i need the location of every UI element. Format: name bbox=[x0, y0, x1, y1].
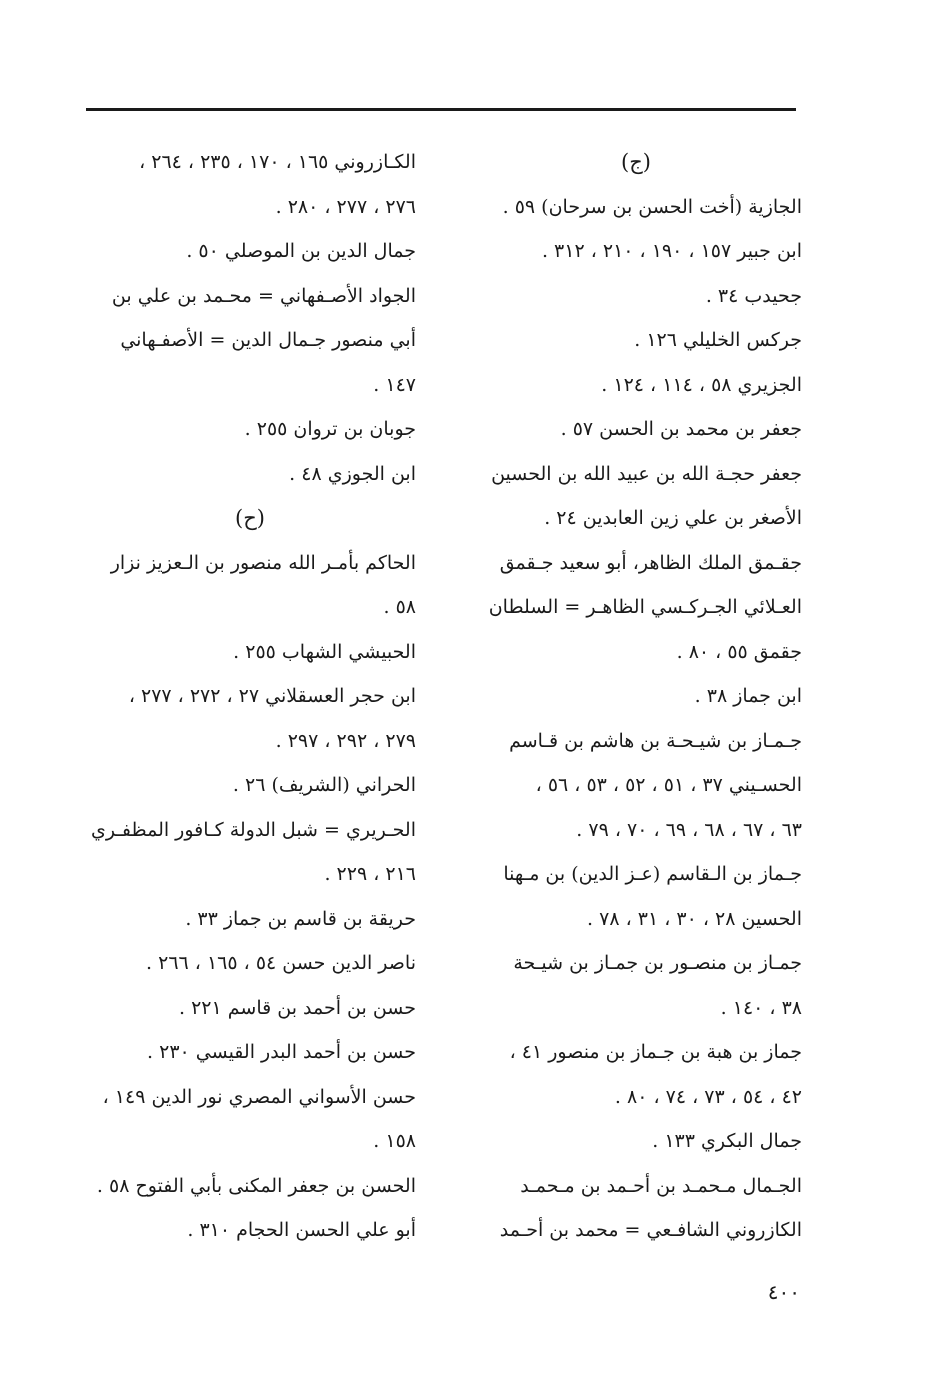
index-entry-line: ٢٧٩ ، ٢٩٢ ، ٢٩٧ . bbox=[275, 729, 416, 752]
index-entry-line: الكـازروني ١٦٥ ، ١٧٠ ، ٢٣٥ ، ٢٦٤ ، bbox=[139, 151, 416, 173]
index-entry-line: ابن الجوزي ٤٨ . bbox=[289, 462, 416, 485]
index-entry-line: حسن بن أحمد بن قاسم ٢٢١ . bbox=[179, 996, 416, 1019]
index-entry-line: جمـاز بن منصـور بن جمـاز بن شيـحة bbox=[513, 952, 802, 974]
index-entry-line: الكازروني الشافـعي = محمد بن أحـمد bbox=[499, 1219, 802, 1241]
index-entry-line: ٥٨ . bbox=[383, 596, 416, 618]
index-entry-line: الجـمال مـحمـد بن أحـمد بن مـحمـد bbox=[520, 1174, 802, 1197]
section-letter-heading: (ح) bbox=[235, 506, 265, 530]
index-entry-line: الجزيري ٥٨ ، ١١٤ ، ١٢٤ . bbox=[601, 373, 802, 396]
index-entry-line: ٢١٦ ، ٢٢٩ . bbox=[324, 863, 416, 885]
index-entry-line: جـمـاز بن شيـحـة بن هاشم بن قـاسم bbox=[509, 729, 802, 752]
index-entry-line: ابن حجر العسقلاني ٢٧ ، ٢٧٢ ، ٢٧٧ ، bbox=[128, 685, 416, 707]
index-entry-line: جقـمق الملك الظاهر، أبو سعيد جـقمق bbox=[499, 551, 802, 574]
index-entry-line: ٦٣ ، ٦٧ ، ٦٨ ، ٦٩ ، ٧٠ ، ٧٩ . bbox=[576, 818, 802, 841]
index-entry-line: أبو علي الحسن الحجام ٣١٠ . bbox=[187, 1219, 416, 1241]
index-entry-line: جماز بن هبة بن جـماز بن منصور ٤١ ، bbox=[509, 1041, 802, 1063]
index-entry-line: الحـريري = شبل الدولة كـافور المظفـري bbox=[90, 818, 416, 841]
index-entry-line: ٣٨ ، ١٤٠ . bbox=[720, 996, 802, 1019]
index-entry-line: حريقة بن قاسم بن جماز ٣٣ . bbox=[185, 907, 416, 930]
index-entry-line: الحسن بن جعفر المكنى بأبي الفتوح ٥٨ . bbox=[96, 1174, 416, 1197]
index-entry-line: جحيدب ٣٤ . bbox=[705, 284, 802, 307]
index-entry-line: ابن جماز ٣٨ . bbox=[694, 685, 802, 707]
top-rule bbox=[86, 108, 796, 111]
page-number: ٤٠٠ bbox=[767, 1280, 800, 1304]
index-entry-line: ١٤٧ . bbox=[373, 373, 416, 396]
index-entry-line: العـلائي الجـركـسي الظاهـر = السلطان bbox=[488, 596, 802, 618]
index-entry-line: أبي منصور جـمال الدين = الأصفـهاني bbox=[120, 329, 416, 351]
index-entry-line: جوبان بن تروان ٢٥٥ . bbox=[244, 418, 416, 440]
index-entry-line: جركس الخليلي ١٢٦ . bbox=[634, 329, 802, 351]
section-letter-heading: (ج) bbox=[621, 150, 651, 174]
index-entry-line: جعفر بن محمد بن الحسن ٥٧ . bbox=[560, 418, 802, 440]
index-entry-line: جعفر حجـة الله بن عبيد الله بن الحسين bbox=[491, 462, 802, 485]
index-entry-line: ناصر الدين حسن ٥٤ ، ١٦٥ ، ٢٦٦ . bbox=[146, 952, 416, 974]
index-entry-line: حسن الأسواني المصري نور الدين ١٤٩ ، bbox=[102, 1085, 416, 1108]
index-entry-line: ابن جبير ١٥٧ ، ١٩٠ ، ٢١٠ ، ٣١٢ . bbox=[541, 240, 802, 262]
index-entry-line: الحاكم بأمـر الله منصور بن الـعزيز نزار bbox=[110, 551, 416, 574]
index-entry-line: ٢٧٦ ، ٢٧٧ ، ٢٨٠ . bbox=[275, 195, 416, 218]
index-column-left bbox=[84, 140, 416, 1253]
index-entry-line: الحسـيني ٣٧ ، ٥١ ، ٥٢ ، ٥٣ ، ٥٦ ، bbox=[535, 774, 802, 796]
index-column-right bbox=[470, 140, 802, 1253]
index-entry-line: جقمق ٥٥ ، ٨٠ . bbox=[676, 640, 802, 663]
index-entry-line: ١٥٨ . bbox=[373, 1130, 416, 1152]
index-entry-line: الحراني (الشريف) ٢٦ . bbox=[232, 774, 416, 796]
index-entry-line: جمال البكري ١٣٣ . bbox=[652, 1130, 802, 1152]
index-entry-line: حسن بن أحمد البدر القيسي ٢٣٠ . bbox=[147, 1041, 416, 1063]
index-entry-line: الجازية (أخت الحسن بن سرحان) ٥٩ . bbox=[502, 195, 802, 218]
index-entry-line: الحسين ٢٨ ، ٣٠ ، ٣١ ، ٧٨ . bbox=[587, 907, 802, 930]
index-entry-line: الأصغر بن علي زين العابدين ٢٤ . bbox=[544, 507, 802, 529]
index-entry-line: الجواد الأصـفهاني = محـمد بن علي بن bbox=[111, 284, 416, 307]
index-entry-line: جـماز بن الـقاسم (عـز الدين) بن مـهنا bbox=[503, 863, 802, 885]
index-entry-line: الحبيشي الشهاب ٢٥٥ . bbox=[233, 640, 416, 663]
index-entry-line: ٤٢ ، ٥٤ ، ٧٣ ، ٧٤ ، ٨٠ . bbox=[614, 1085, 802, 1108]
index-entry-line: جمال الدين بن الموصلي ٥٠ . bbox=[186, 240, 416, 262]
